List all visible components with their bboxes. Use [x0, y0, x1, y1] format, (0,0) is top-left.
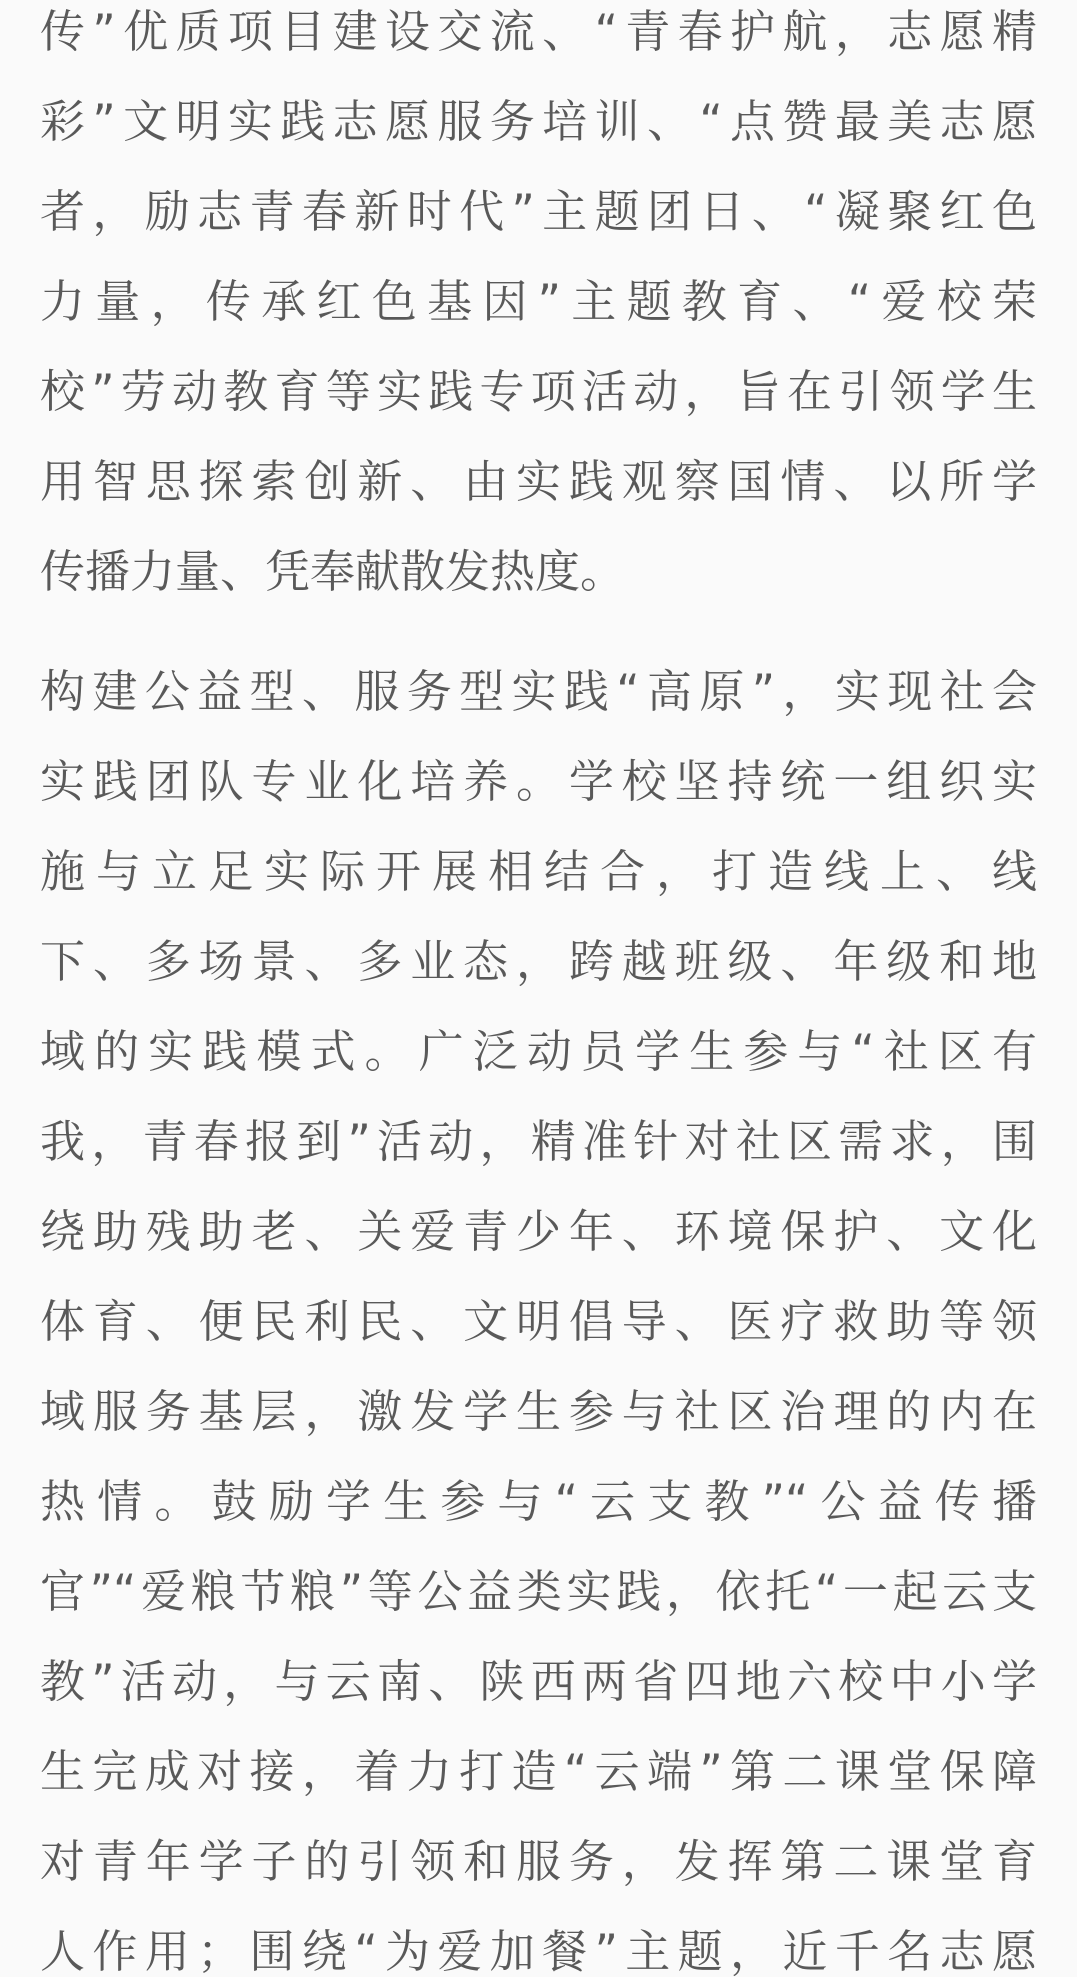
text-line: 传播力量、凭奉献散发热度。	[40, 545, 626, 598]
text-line: 传”优质项目建设交流、“青春护航，志愿精	[40, 5, 1037, 58]
text-line: 者，励志青春新时代”主题团日、“凝聚红色	[40, 185, 1037, 238]
text-line: 域服务基层，激发学生参与社区治理的内在	[40, 1385, 1037, 1438]
paragraph	[40, 0, 1037, 617]
text-line: 教”活动，与云南、陕西两省四地六校中小学	[40, 1655, 1037, 1708]
article-body	[40, 0, 1037, 1977]
text-line: 绕助残助老、关爱青少年、环境保护、文化	[40, 1205, 1037, 1258]
text-line: 校”劳动教育等实践专项活动，旨在引领学生	[40, 365, 1037, 418]
text-line: 实践团队专业化培养。学校坚持统一组织实	[40, 755, 1037, 808]
text-line: 彩”文明实践志愿服务培训、“点赞最美志愿	[40, 95, 1037, 148]
text-line: 生完成对接，着力打造“云端”第二课堂保障	[40, 1745, 1037, 1798]
paragraph	[40, 647, 1037, 1977]
text-line: 域的实践模式。广泛动员学生参与“社区有	[40, 1025, 1037, 1078]
text-line: 体育、便民利民、文明倡导、医疗救助等领	[40, 1295, 1037, 1348]
text-line: 对青年学子的引领和服务，发挥第二课堂育	[40, 1835, 1037, 1888]
text-line: 下、多场景、多业态，跨越班级、年级和地	[40, 935, 1037, 988]
text-line: 人作用；围绕“为爱加餐”主题，近千名志愿	[40, 1925, 1037, 1977]
text-line: 力量，传承红色基因”主题教育、“爱校荣	[40, 275, 1037, 328]
text-line: 热情。鼓励学生参与“云支教”“公益传播	[40, 1475, 1037, 1528]
text-line: 官”“爱粮节粮”等公益类实践，依托“一起云支	[40, 1565, 1037, 1618]
text-line: 施与立足实际开展相结合，打造线上、线	[40, 845, 1037, 898]
text-line: 我，青春报到”活动，精准针对社区需求，围	[40, 1115, 1037, 1168]
text-line: 用智思探索创新、由实践观察国情、以所学	[40, 455, 1037, 508]
text-line: 构建公益型、服务型实践“高原”，实现社会	[40, 665, 1037, 718]
